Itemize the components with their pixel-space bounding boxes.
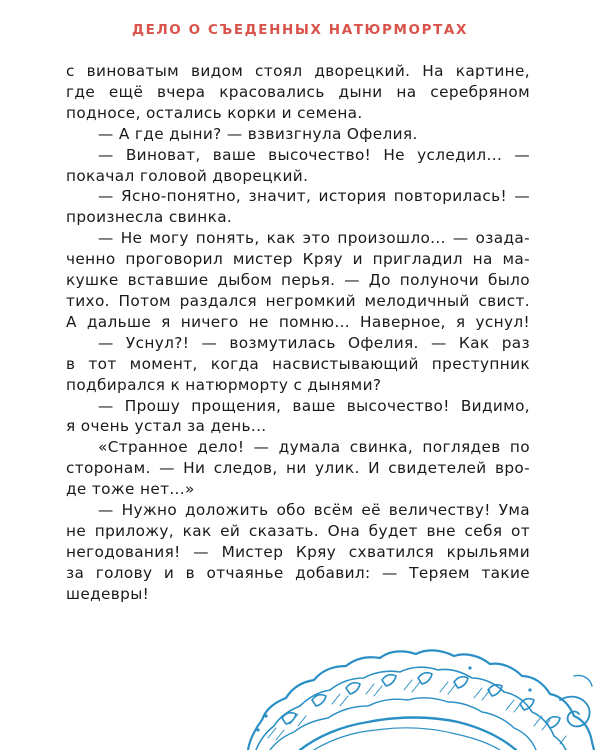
- text-line: с виноватым видом стоял дворецкий. На картине,: [66, 62, 530, 80]
- text-line: произнесла свинка.: [66, 208, 233, 227]
- text-line: кушке вставшие дыбом перья. — До полуночи было: [66, 271, 530, 290]
- text-line: не приложу, как ей сказать. Она будет вне себя от: [66, 521, 530, 540]
- body-text: [66, 61, 530, 605]
- text-line: где ещё вчера красовались дыни на серебряном: [66, 82, 530, 101]
- text-line: де тоже нет...»: [66, 480, 195, 499]
- text-line: «Странное дело! — думала свинка, поглядев по: [98, 438, 530, 457]
- text-line: ченно проговорил мистер Кряу и пригладил на ма-: [66, 250, 530, 269]
- text-line: — Прошу прощения, ваше высочество! Видимо,: [98, 396, 530, 415]
- text-line: — Уснул?! — возмутилась Офелия. — Как раз: [98, 333, 530, 352]
- text-line: шедевры!: [66, 584, 150, 603]
- text-line: подносе, остались корки и семена.: [66, 103, 363, 122]
- text-line: негодования! — Мистер Кряу схватился крыльями: [66, 542, 530, 561]
- running-title: ДЕЛО О СЪЕДЕННЫХ НАТЮРМОРТАХ: [132, 22, 468, 38]
- text-line: в тот момент, когда насвистывающий преступник: [66, 354, 530, 373]
- text-line: А дальше я ничего не помню... Наверное, я уснул!: [66, 312, 530, 331]
- text-line: сторонам. — Ни следов, ни улик. И свидетелей вро-: [66, 459, 530, 478]
- text-line: — Не могу понять, как это произошло... — озада-: [98, 229, 530, 248]
- text-line: — Виноват, ваше высочество! Не уследил... —: [98, 145, 530, 164]
- text-line: — Нужно доложить обо всём её величеству! Ума: [98, 501, 530, 520]
- text-line: подбирался к натюрморту с дынями?: [66, 375, 382, 394]
- text-line: покачал головой дворецкий.: [66, 166, 309, 185]
- text-line: тихо. Потом раздался негромкий мелодичный свист.: [66, 291, 530, 310]
- text-line: — А где дыни? — взвизгнула Офелия.: [98, 124, 418, 143]
- text-line: — Ясно-понятно, значит, история повторилась! —: [98, 187, 530, 206]
- text-line: я очень устал за день...: [66, 417, 267, 436]
- text-line: за голову и в отчаянье добавил: — Теряем такие: [66, 563, 530, 582]
